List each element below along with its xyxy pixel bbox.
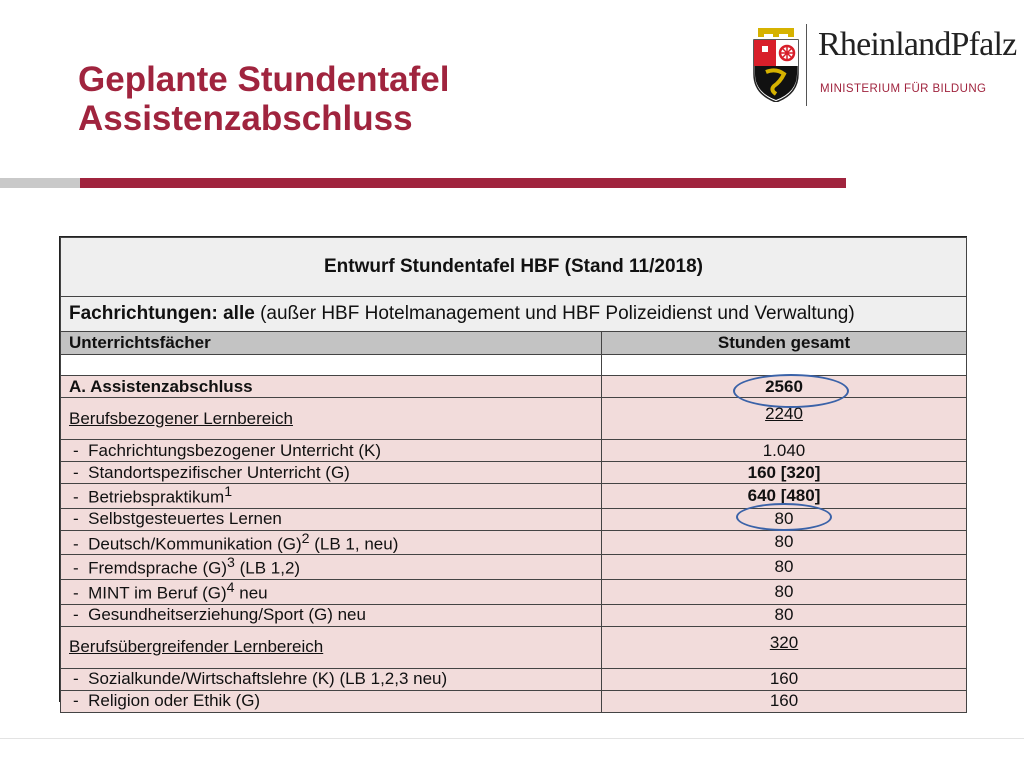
row-value: 160 xyxy=(602,668,967,690)
row-label: Berufsbezogener Lernbereich xyxy=(61,398,602,440)
column-header-hours: Stunden gesamt xyxy=(602,332,967,355)
footnote-marker: 4 xyxy=(226,579,235,596)
table-title: Entwurf Stundentafel HBF (Stand 11/2018) xyxy=(61,238,967,297)
footnote-marker: 2 xyxy=(301,530,310,547)
row-label: - Fremdsprache $(G)^3$ (LB 1,2) xyxy=(61,555,602,580)
table-row xyxy=(61,508,967,530)
table-row xyxy=(61,462,967,484)
fachrichtungen-label: Fachrichtungen: alle xyxy=(69,303,255,324)
table-row-section xyxy=(61,398,967,440)
item-dash: - xyxy=(73,462,79,482)
title-underline-accent xyxy=(80,178,846,188)
logo-ministry-label: MINISTERIUM FÜR BILDUNG xyxy=(820,83,987,95)
item-dash: - xyxy=(73,487,79,507)
row-value: 80 xyxy=(602,508,967,530)
row-value: 80 xyxy=(602,604,967,626)
stundentafel-table xyxy=(59,236,967,711)
row-value: 640 [480] xyxy=(602,484,967,509)
item-dash: - xyxy=(73,534,79,554)
table-row xyxy=(61,555,967,580)
row-label: A. Assistenzabschluss xyxy=(61,376,602,398)
slide-title-line-2: Assistenzabschluss xyxy=(78,99,413,138)
row-label: - Betriebspraktikum$^1$ xyxy=(61,484,602,509)
coat-of-arms-icon xyxy=(752,28,800,102)
table-row xyxy=(61,668,967,690)
row-label: - MINT im Beruf $(G)^4$ neu xyxy=(61,579,602,604)
row-value: 160 xyxy=(602,690,967,712)
item-dash: - xyxy=(73,440,79,460)
table-row xyxy=(61,579,967,604)
row-value: 2240 xyxy=(602,398,967,440)
footnote-marker: 1 xyxy=(224,484,233,500)
rlp-logo xyxy=(752,20,1017,110)
fachrichtungen-text xyxy=(61,297,967,332)
row-label: - Gesundheitserziehung/Sport (G) neu xyxy=(61,604,602,626)
title-underline-gray xyxy=(0,178,80,188)
table-row xyxy=(61,604,967,626)
row-value: 160 [320] xyxy=(602,462,967,484)
item-dash: - xyxy=(73,605,79,625)
row-label: - Selbstgesteuertes Lernen xyxy=(61,508,602,530)
slide-title xyxy=(78,60,449,138)
row-value: 80 xyxy=(602,579,967,604)
table-row xyxy=(61,484,967,509)
logo-divider xyxy=(806,24,807,106)
row-value: 80 xyxy=(602,530,967,555)
table-row xyxy=(61,440,967,462)
row-label: - Standortspezifischer Unterricht (G) xyxy=(61,462,602,484)
logo-wordmark: RheinlandPfalz xyxy=(818,26,1017,63)
row-value: 80 xyxy=(602,555,967,580)
row-label: - Deutsch/Kommunikation $(G)^2$ (LB 1, neu) xyxy=(61,530,602,555)
row-value: 2560 xyxy=(602,376,967,398)
fachrichtungen-row xyxy=(61,297,967,332)
item-dash: - xyxy=(73,583,79,603)
table-title-row xyxy=(61,238,967,297)
row-label: Berufsübergreifender Lernbereich xyxy=(61,626,602,668)
item-dash: - xyxy=(73,509,79,529)
row-value: 1.040 xyxy=(602,440,967,462)
item-dash: - xyxy=(73,558,79,578)
item-dash: - xyxy=(73,669,79,689)
column-header-row xyxy=(61,332,967,355)
table-row xyxy=(61,376,967,398)
row-label: - Sozialkunde/Wirtschaftslehre (K) (LB 1,2,3 neu) xyxy=(61,668,602,690)
row-label: - Religion oder Ethik (G) xyxy=(61,690,602,712)
item-dash: - xyxy=(73,691,79,711)
row-value: 320 xyxy=(602,626,967,668)
table-row xyxy=(61,690,967,712)
footer-divider xyxy=(0,738,1024,739)
column-header-subjects: Unterrichtsfächer xyxy=(61,332,602,355)
table-row xyxy=(61,530,967,555)
spacer-row xyxy=(61,355,967,376)
slide-title-line-1: Geplante Stundentafel xyxy=(78,60,450,99)
table-row-section xyxy=(61,626,967,668)
footnote-marker: 3 xyxy=(227,555,235,572)
row-label: - Fachrichtungsbezogener Unterricht (K) xyxy=(61,440,602,462)
table-grid xyxy=(60,237,967,713)
fachrichtungen-detail: (außer HBF Hotelmanagement und HBF Polizeidienst und Verwaltung) xyxy=(254,303,855,324)
